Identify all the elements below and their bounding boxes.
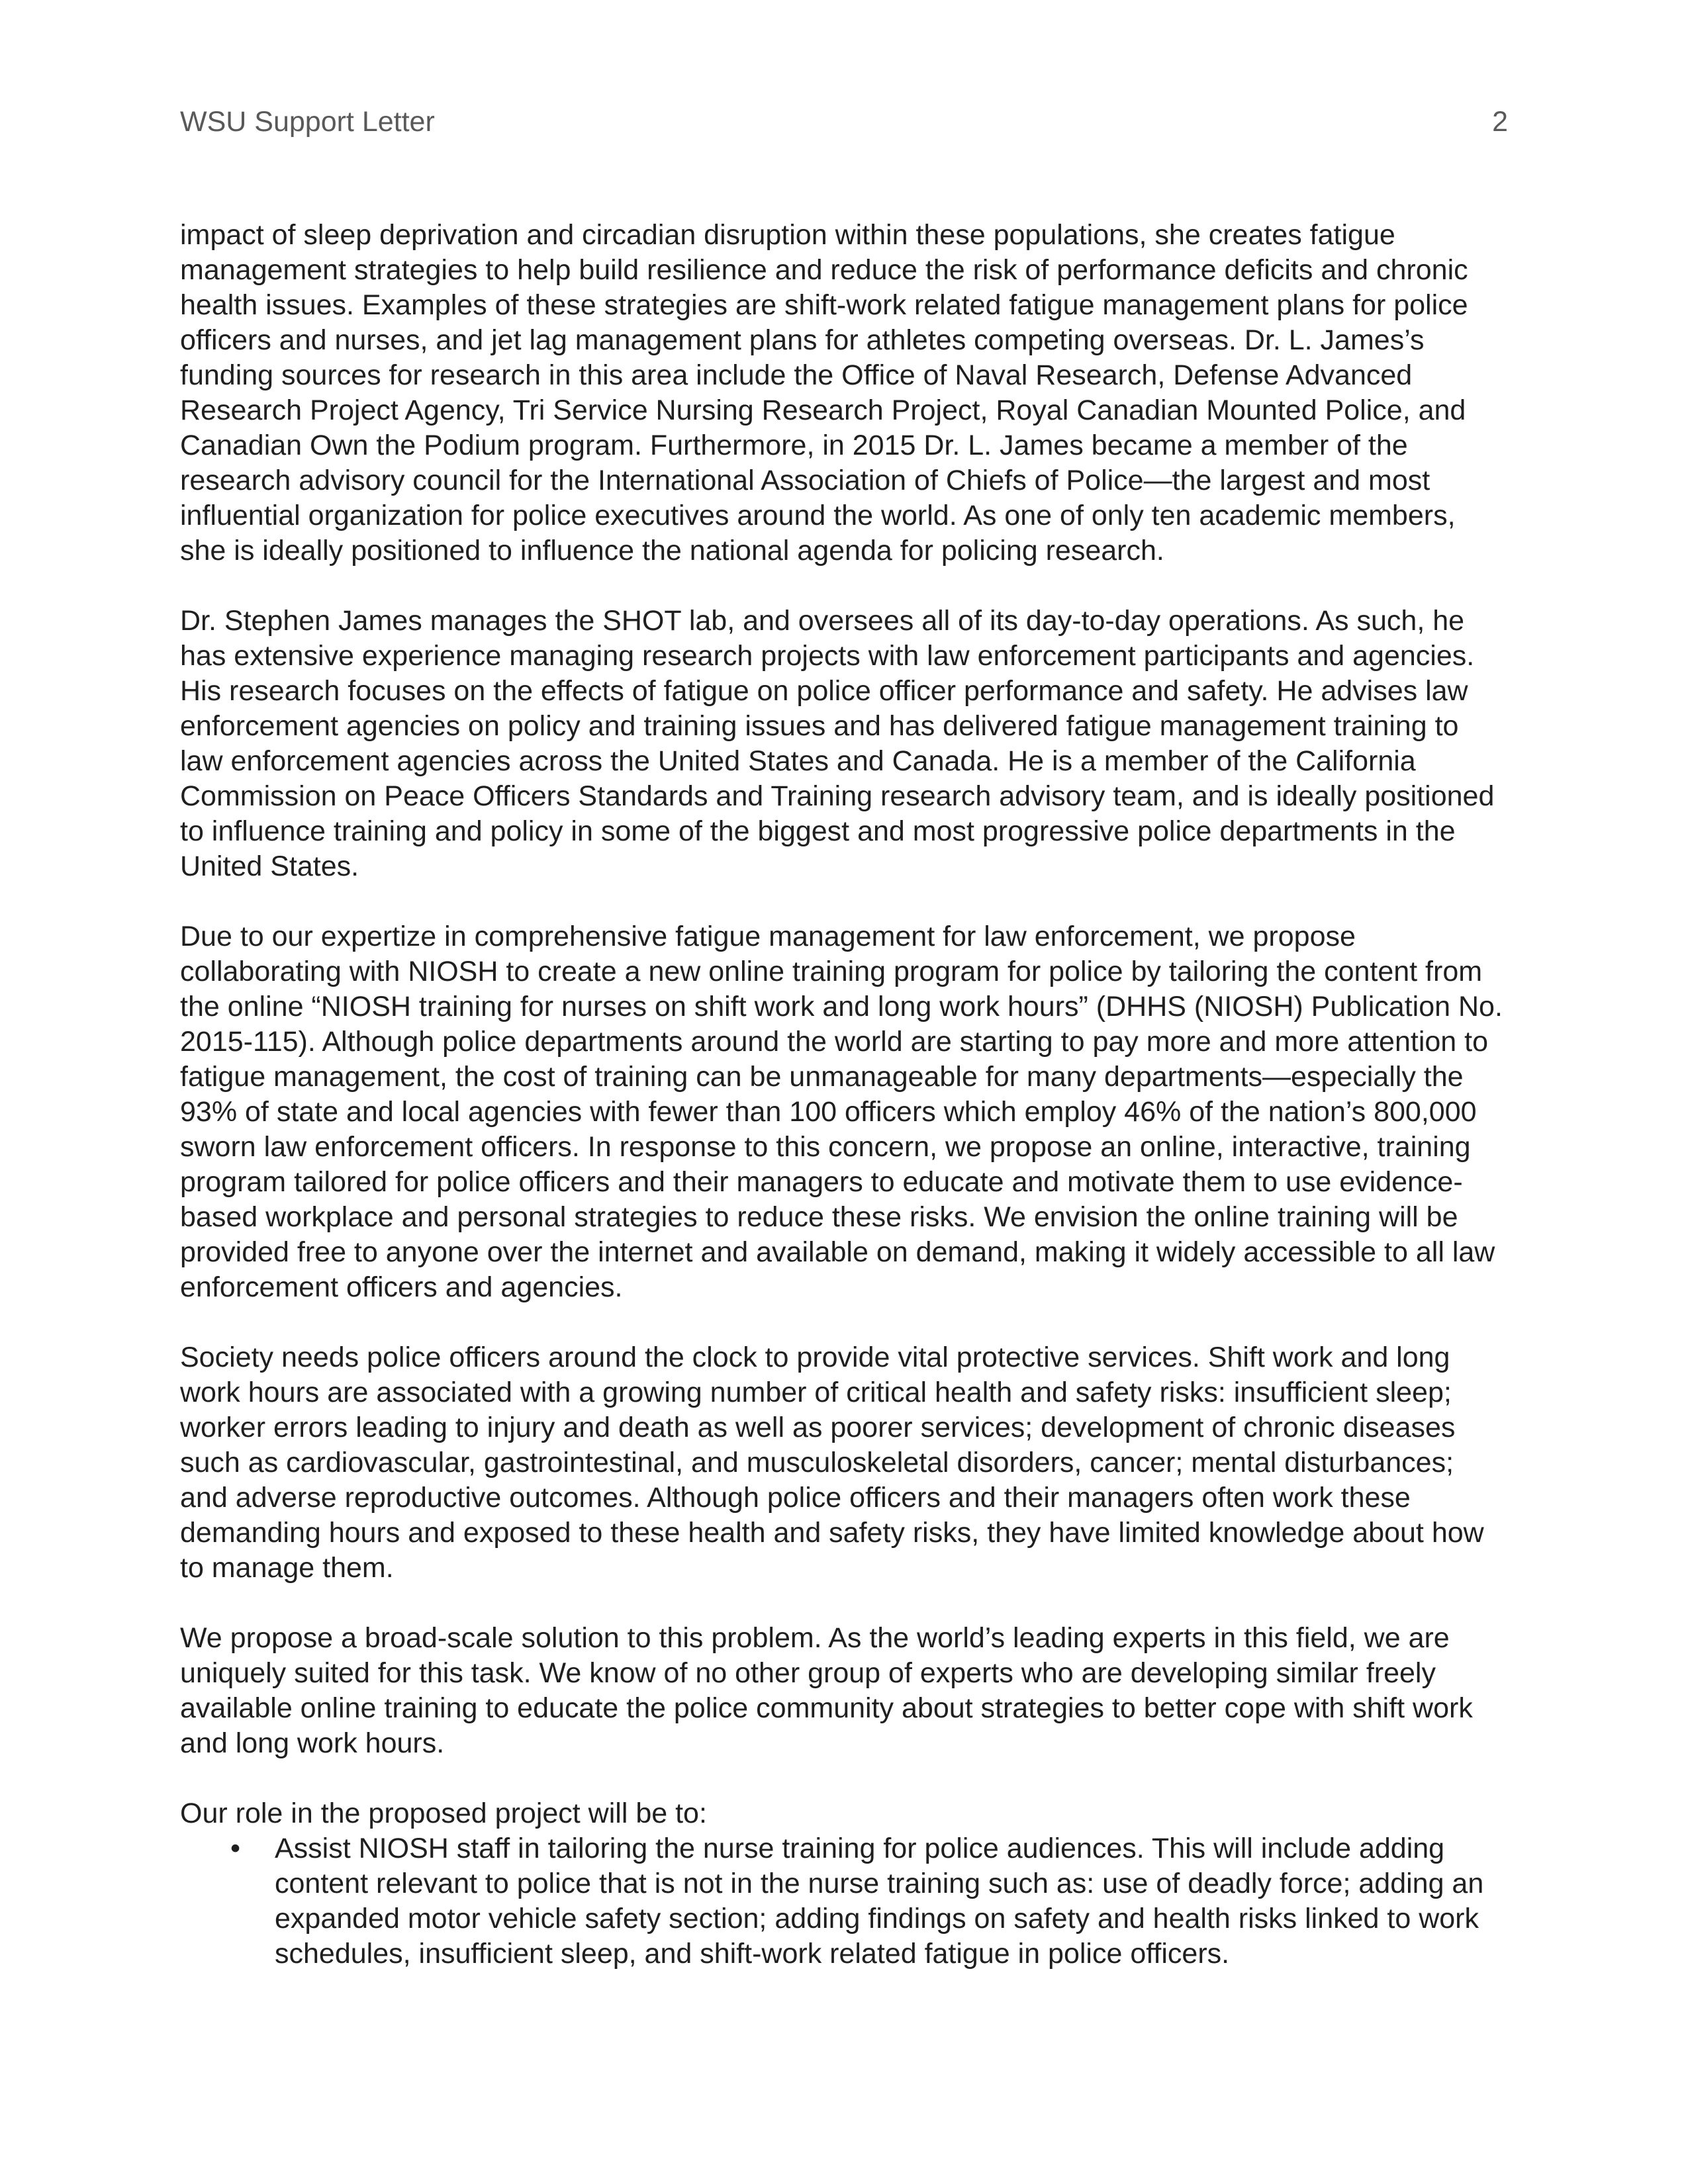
paragraph-3: Due to our expertize in comprehensive fatigue management for law enforcement, we propose collaborating with NIOSH to create a new online training program for police by tailoring the content from the online “NIOSH training for nurses on shift work and long work hours” (DHHS (NIOSH) Publication No. 2015-115). Although police departments around the world are starting to pay more and more attention to fatigue management, the cost of training can be unmanageable for many departments—especially the 93% of state and local agencies with fewer than 100 officers which employ 46% of the nation’s 800,000 sworn law enforcement officers. In response to this concern, we propose an online, interactive, training program tailored for police officers and their managers to educate and motivate them to use evidence-based workplace and personal strategies to reduce these risks. We envision the online training will be provided free to anyone over the internet and available on demand, making it widely accessible to all law enforcement officers and agencies. [180,921,1503,1303]
paragraph-1: impact of sleep deprivation and circadian disruption within these populations, she creates fatigue management strategies to help build resilience and reduce the risk of performance deficits and chronic health issues. Examples of these strategies are shift-work related fatigue management plans for police officers and nurses, and jet lag management plans for athletes competing overseas. Dr. L. James’s funding sources for research in this area include the Office of Naval Research, Defense Advanced Research Project Agency, Tri Service Nursing Research Project, Royal Canadian Mounted Police, and Canadian Own the Podium program. Furthermore, in 2015 Dr. L. James became a member of the research advisory council for the International Association of Chiefs of Police—the largest and most influential organization for police executives around the world. As one of only ten academic members, she is ideally positioned to influence the national agenda for policing research. [180,219,1468,567]
page-header [180,105,1508,140]
paragraph-4: Society needs police officers around the clock to provide vital protective services. Shift work and long work hours are associated with a growing number of critical health and safety risks: insufficient sleep; worker errors leading to injury and death as well as poorer services; development of chronic diseases such as cardiovascular, gastrointestinal, and musculoskeletal disorders, cancer; mental disturbances; and adverse reproductive outcomes. Although police officers and their managers often work these demanding hours and exposed to these health and safety risks, they have limited knowledge about how to manage them. [180,1342,1484,1584]
bullet-icon: • [230,1833,241,1864]
list-intro: Our role in the proposed project will be to: [180,1797,707,1829]
paragraph-5: We propose a broad-scale solution to this problem. As the world’s leading experts in this field, we are uniquely suited for this task. We know of no other group of experts who are developing similar freely available online training to educate the police community about strategies to better cope with shift work and long work hours. [180,1622,1473,1759]
header-title: WSU Support Letter [180,106,435,138]
letter-body [180,218,1508,1972]
list-item [180,1831,1508,1972]
page-number: 2 [1492,106,1508,138]
bullet-text: Assist NIOSH staff in tailoring the nurse training for police audiences. This will include adding content relevant to police that is not in the nurse training such as: use of deadly force; adding an expanded motor vehicle safety section; adding findings on safety and health risks linked to work schedules, insufficient sleep, and shift-work related fatigue in police officers. [275,1833,1484,1970]
paragraph-2: Dr. Stephen James manages the SHOT lab, and oversees all of its day-to-day operations. As such, he has extensive experience managing research projects with law enforcement participants and agencies. His research focuses on the effects of fatigue on police officer performance and safety. He advises law enforcement agencies on policy and training issues and has delivered fatigue management training to law enforcement agencies across the United States and Canada. He is a member of the California Commission on Peace Officers Standards and Training research advisory team, and is ideally positioned to influence training and policy in some of the biggest and most progressive police departments in the United States. [180,605,1495,882]
